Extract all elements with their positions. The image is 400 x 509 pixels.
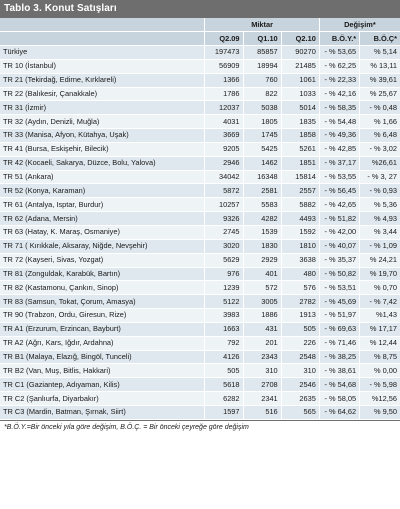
q210-cell: 4493 bbox=[281, 212, 319, 226]
q210-cell: 21485 bbox=[281, 59, 319, 73]
table-row bbox=[0, 73, 400, 87]
boy-cell: - % 71,46 bbox=[319, 336, 359, 350]
q210-cell: 5261 bbox=[281, 142, 319, 156]
q110-cell: 1745 bbox=[243, 129, 281, 143]
table-row bbox=[0, 156, 400, 170]
q210-cell: 1913 bbox=[281, 309, 319, 323]
q209-cell: 3669 bbox=[205, 129, 243, 143]
boy-cell: - % 58,05 bbox=[319, 392, 359, 406]
table-row bbox=[0, 59, 400, 73]
table-row bbox=[0, 87, 400, 101]
boc-cell: %1,43 bbox=[360, 309, 400, 323]
q209-cell: 1597 bbox=[205, 405, 243, 419]
table-row bbox=[0, 46, 400, 60]
q209-cell: 5629 bbox=[205, 253, 243, 267]
q209-cell: 792 bbox=[205, 336, 243, 350]
q210-cell: 565 bbox=[281, 405, 319, 419]
q209-cell: 9205 bbox=[205, 142, 243, 156]
header-boc: B.Ö.Ç* bbox=[360, 32, 400, 46]
table-row bbox=[0, 322, 400, 336]
q110-cell: 1886 bbox=[243, 309, 281, 323]
q209-cell: 1239 bbox=[205, 281, 243, 295]
q110-cell: 1830 bbox=[243, 239, 281, 253]
q110-cell: 2343 bbox=[243, 350, 281, 364]
boy-cell: - % 42,85 bbox=[319, 142, 359, 156]
table-row bbox=[0, 350, 400, 364]
q210-cell: 90270 bbox=[281, 46, 319, 60]
header-q110: Q1.10 bbox=[243, 32, 281, 46]
q209-cell: 2745 bbox=[205, 225, 243, 239]
boy-cell: - % 50,82 bbox=[319, 267, 359, 281]
q209-cell: 976 bbox=[205, 267, 243, 281]
region-name-cell: TR 10 (İstanbul) bbox=[0, 59, 205, 73]
region-name-cell: TR 21 (Tekirdağ, Edirne, Kırklareli) bbox=[0, 73, 205, 87]
region-name-cell: TR 31 (İzmir) bbox=[0, 101, 205, 115]
boc-cell: %26,61 bbox=[360, 156, 400, 170]
q110-cell: 760 bbox=[243, 73, 281, 87]
boc-cell: - % 0,48 bbox=[360, 101, 400, 115]
q209-cell: 5872 bbox=[205, 184, 243, 198]
boy-cell: - % 53,55 bbox=[319, 170, 359, 184]
q210-cell: 2546 bbox=[281, 378, 319, 392]
table-row bbox=[0, 115, 400, 129]
table-row bbox=[0, 405, 400, 419]
q110-cell: 1539 bbox=[243, 225, 281, 239]
q110-cell: 2708 bbox=[243, 378, 281, 392]
q209-cell: 197473 bbox=[205, 46, 243, 60]
region-name-cell: Türkiye bbox=[0, 46, 205, 60]
q110-cell: 1805 bbox=[243, 115, 281, 129]
table-row bbox=[0, 267, 400, 281]
boy-cell: - % 53,51 bbox=[319, 281, 359, 295]
q210-cell: 1061 bbox=[281, 73, 319, 87]
region-name-cell: TR 22 (Balıkesir, Çanakkale) bbox=[0, 87, 205, 101]
boc-cell: - % 3, 27 bbox=[360, 170, 400, 184]
region-name-cell: TR 71 ( Kırıkkale, Aksaray, Niğde, Nevşehir) bbox=[0, 239, 205, 253]
q110-cell: 822 bbox=[243, 87, 281, 101]
boy-cell: - % 58,35 bbox=[319, 101, 359, 115]
boc-cell: - % 0,93 bbox=[360, 184, 400, 198]
q210-cell: 3638 bbox=[281, 253, 319, 267]
region-name-cell: TR 63 (Hatay, K. Maraş, Osmaniye) bbox=[0, 225, 205, 239]
table-row bbox=[0, 225, 400, 239]
boy-cell: - % 22,33 bbox=[319, 73, 359, 87]
region-name-cell: TR B1 (Malaya, Elazığ, Bingöl, Tunceli) bbox=[0, 350, 205, 364]
header-q209: Q2.09 bbox=[205, 32, 243, 46]
q209-cell: 4126 bbox=[205, 350, 243, 364]
boc-cell: % 12,44 bbox=[360, 336, 400, 350]
region-name-cell: TR 42 (Kocaeli, Sakarya, Düzce, Bolu, Yalova) bbox=[0, 156, 205, 170]
q209-cell: 4031 bbox=[205, 115, 243, 129]
table-row bbox=[0, 184, 400, 198]
header-blank bbox=[0, 18, 205, 32]
region-name-cell: TR 32 (Aydın, Denizli, Muğla) bbox=[0, 115, 205, 129]
boc-cell: % 5,36 bbox=[360, 198, 400, 212]
boy-cell: - % 45,69 bbox=[319, 295, 359, 309]
region-name-cell: TR A1 (Erzurum, Erzincan, Bayburt) bbox=[0, 322, 205, 336]
boc-cell: % 9,50 bbox=[360, 405, 400, 419]
q110-cell: 18994 bbox=[243, 59, 281, 73]
boc-cell: % 0,00 bbox=[360, 364, 400, 378]
q209-cell: 2946 bbox=[205, 156, 243, 170]
region-name-cell: TR 82 (Kastamonu, Çankırı, Sinop) bbox=[0, 281, 205, 295]
boy-cell: - % 64,62 bbox=[319, 405, 359, 419]
table-row bbox=[0, 239, 400, 253]
table-row bbox=[0, 101, 400, 115]
q210-cell: 2635 bbox=[281, 392, 319, 406]
q210-cell: 480 bbox=[281, 267, 319, 281]
boy-cell: - % 56,45 bbox=[319, 184, 359, 198]
q110-cell: 431 bbox=[243, 322, 281, 336]
region-name-cell: TR 61 (Antalya, Isptar, Burdur) bbox=[0, 198, 205, 212]
q210-cell: 5882 bbox=[281, 198, 319, 212]
region-name-cell: TR B2 (Van, Muş, Bitlis, Hakkari) bbox=[0, 364, 205, 378]
boy-cell: - % 53,65 bbox=[319, 46, 359, 60]
q209-cell: 1786 bbox=[205, 87, 243, 101]
q210-cell: 505 bbox=[281, 322, 319, 336]
boc-cell: %12,56 bbox=[360, 392, 400, 406]
boy-cell: - % 40,07 bbox=[319, 239, 359, 253]
boc-cell: % 1,66 bbox=[360, 115, 400, 129]
q110-cell: 16348 bbox=[243, 170, 281, 184]
boc-cell: % 6,48 bbox=[360, 129, 400, 143]
boc-cell: - % 3,02 bbox=[360, 142, 400, 156]
q209-cell: 56909 bbox=[205, 59, 243, 73]
q210-cell: 1033 bbox=[281, 87, 319, 101]
table-body bbox=[0, 46, 400, 420]
boc-cell: - % 1,09 bbox=[360, 239, 400, 253]
q110-cell: 5038 bbox=[243, 101, 281, 115]
q209-cell: 1366 bbox=[205, 73, 243, 87]
q210-cell: 2782 bbox=[281, 295, 319, 309]
q209-cell: 3020 bbox=[205, 239, 243, 253]
header-q210: Q2.10 bbox=[281, 32, 319, 46]
q209-cell: 10257 bbox=[205, 198, 243, 212]
table-row bbox=[0, 336, 400, 350]
region-name-cell: TR 33 (Manisa, Afyon, Kütahya, Uşak) bbox=[0, 129, 205, 143]
q110-cell: 85857 bbox=[243, 46, 281, 60]
q210-cell: 2548 bbox=[281, 350, 319, 364]
region-name-cell: TR 72 (Kayseri, Sivas, Yozgat) bbox=[0, 253, 205, 267]
table-header-group-row bbox=[0, 18, 400, 32]
boy-cell: - % 62,25 bbox=[319, 59, 359, 73]
q210-cell: 576 bbox=[281, 281, 319, 295]
q209-cell: 3983 bbox=[205, 309, 243, 323]
q110-cell: 572 bbox=[243, 281, 281, 295]
table-title: Tablo 3. Konut Satışları bbox=[0, 0, 400, 18]
boy-cell: - % 51,97 bbox=[319, 309, 359, 323]
boc-cell: % 4,93 bbox=[360, 212, 400, 226]
table-row bbox=[0, 142, 400, 156]
q209-cell: 12037 bbox=[205, 101, 243, 115]
q110-cell: 5583 bbox=[243, 198, 281, 212]
table-row bbox=[0, 309, 400, 323]
q209-cell: 34042 bbox=[205, 170, 243, 184]
boy-cell: - % 69,63 bbox=[319, 322, 359, 336]
header-degisim: Değişim* bbox=[319, 18, 400, 32]
q110-cell: 2581 bbox=[243, 184, 281, 198]
q110-cell: 1462 bbox=[243, 156, 281, 170]
q209-cell: 505 bbox=[205, 364, 243, 378]
q110-cell: 401 bbox=[243, 267, 281, 281]
q209-cell: 9326 bbox=[205, 212, 243, 226]
region-name-cell: TR 90 (Trabzon, Ordu, Giresun, Rize) bbox=[0, 309, 205, 323]
boy-cell: - % 54,68 bbox=[319, 378, 359, 392]
header-region-blank bbox=[0, 32, 205, 46]
boc-cell: % 3,44 bbox=[360, 225, 400, 239]
q209-cell: 6282 bbox=[205, 392, 243, 406]
boc-cell: % 13,11 bbox=[360, 59, 400, 73]
q210-cell: 2557 bbox=[281, 184, 319, 198]
table-row bbox=[0, 378, 400, 392]
q210-cell: 310 bbox=[281, 364, 319, 378]
table-row bbox=[0, 129, 400, 143]
region-name-cell: TR C2 (Şanlıurfa, Diyarbakır) bbox=[0, 392, 205, 406]
boy-cell: - % 38,61 bbox=[319, 364, 359, 378]
q210-cell: 15814 bbox=[281, 170, 319, 184]
q110-cell: 5425 bbox=[243, 142, 281, 156]
region-name-cell: TR 62 (Adana, Mersin) bbox=[0, 212, 205, 226]
boc-cell: - % 7,42 bbox=[360, 295, 400, 309]
boy-cell: - % 42,16 bbox=[319, 87, 359, 101]
table-row bbox=[0, 212, 400, 226]
q210-cell: 1592 bbox=[281, 225, 319, 239]
boy-cell: - % 54,48 bbox=[319, 115, 359, 129]
region-name-cell: TR 52 (Konya, Karaman) bbox=[0, 184, 205, 198]
q110-cell: 516 bbox=[243, 405, 281, 419]
boc-cell: - % 5,98 bbox=[360, 378, 400, 392]
q110-cell: 310 bbox=[243, 364, 281, 378]
region-name-cell: TR C3 (Mardin, Batman, Şırnak, Siirt) bbox=[0, 405, 205, 419]
q110-cell: 3005 bbox=[243, 295, 281, 309]
q210-cell: 1835 bbox=[281, 115, 319, 129]
q110-cell: 2929 bbox=[243, 253, 281, 267]
boc-cell: % 24,21 bbox=[360, 253, 400, 267]
q210-cell: 226 bbox=[281, 336, 319, 350]
boc-cell: % 17,17 bbox=[360, 322, 400, 336]
boc-cell: % 39,61 bbox=[360, 73, 400, 87]
table-row bbox=[0, 170, 400, 184]
boc-cell: % 5,14 bbox=[360, 46, 400, 60]
q210-cell: 1810 bbox=[281, 239, 319, 253]
q110-cell: 2341 bbox=[243, 392, 281, 406]
q110-cell: 201 bbox=[243, 336, 281, 350]
header-miktar: Miktar bbox=[205, 18, 319, 32]
region-name-cell: TR C1 (Gaziantep, Adıyaman, Kilis) bbox=[0, 378, 205, 392]
table-row bbox=[0, 198, 400, 212]
table-footnote: *B.Ö.Y.=Bir önceki yıla göre değişim, B.Ö.Ç. = Bir önceki çeyreğe göre değişim bbox=[0, 420, 400, 431]
table-row bbox=[0, 281, 400, 295]
q110-cell: 4282 bbox=[243, 212, 281, 226]
boc-cell: % 0,70 bbox=[360, 281, 400, 295]
table-row bbox=[0, 295, 400, 309]
boy-cell: - % 49,36 bbox=[319, 129, 359, 143]
boc-cell: % 25,67 bbox=[360, 87, 400, 101]
boc-cell: % 19,70 bbox=[360, 267, 400, 281]
table-row bbox=[0, 392, 400, 406]
boc-cell: % 8,75 bbox=[360, 350, 400, 364]
region-name-cell: TR 81 (Zonguldak, Karabük, Bartın) bbox=[0, 267, 205, 281]
region-name-cell: TR 51 (Ankara) bbox=[0, 170, 205, 184]
table-row bbox=[0, 253, 400, 267]
header-boy: B.Ö.Y.* bbox=[319, 32, 359, 46]
q209-cell: 5618 bbox=[205, 378, 243, 392]
region-name-cell: TR 41 (Bursa, Eskişehir, Bilecik) bbox=[0, 142, 205, 156]
boy-cell: - % 35,37 bbox=[319, 253, 359, 267]
boy-cell: - % 37,17 bbox=[319, 156, 359, 170]
table-row bbox=[0, 364, 400, 378]
q210-cell: 1858 bbox=[281, 129, 319, 143]
q210-cell: 5014 bbox=[281, 101, 319, 115]
q210-cell: 1851 bbox=[281, 156, 319, 170]
region-name-cell: TR 83 (Samsun, Tokat, Çorum, Amasya) bbox=[0, 295, 205, 309]
region-name-cell: TR A2 (Ağrı, Kars, Iğdır, Ardahna) bbox=[0, 336, 205, 350]
q209-cell: 5122 bbox=[205, 295, 243, 309]
boy-cell: - % 51,82 bbox=[319, 212, 359, 226]
q209-cell: 1663 bbox=[205, 322, 243, 336]
boy-cell: - % 42,65 bbox=[319, 198, 359, 212]
housing-sales-table bbox=[0, 18, 400, 420]
boy-cell: - % 38,25 bbox=[319, 350, 359, 364]
boy-cell: - % 42,00 bbox=[319, 225, 359, 239]
table-header-row bbox=[0, 32, 400, 46]
